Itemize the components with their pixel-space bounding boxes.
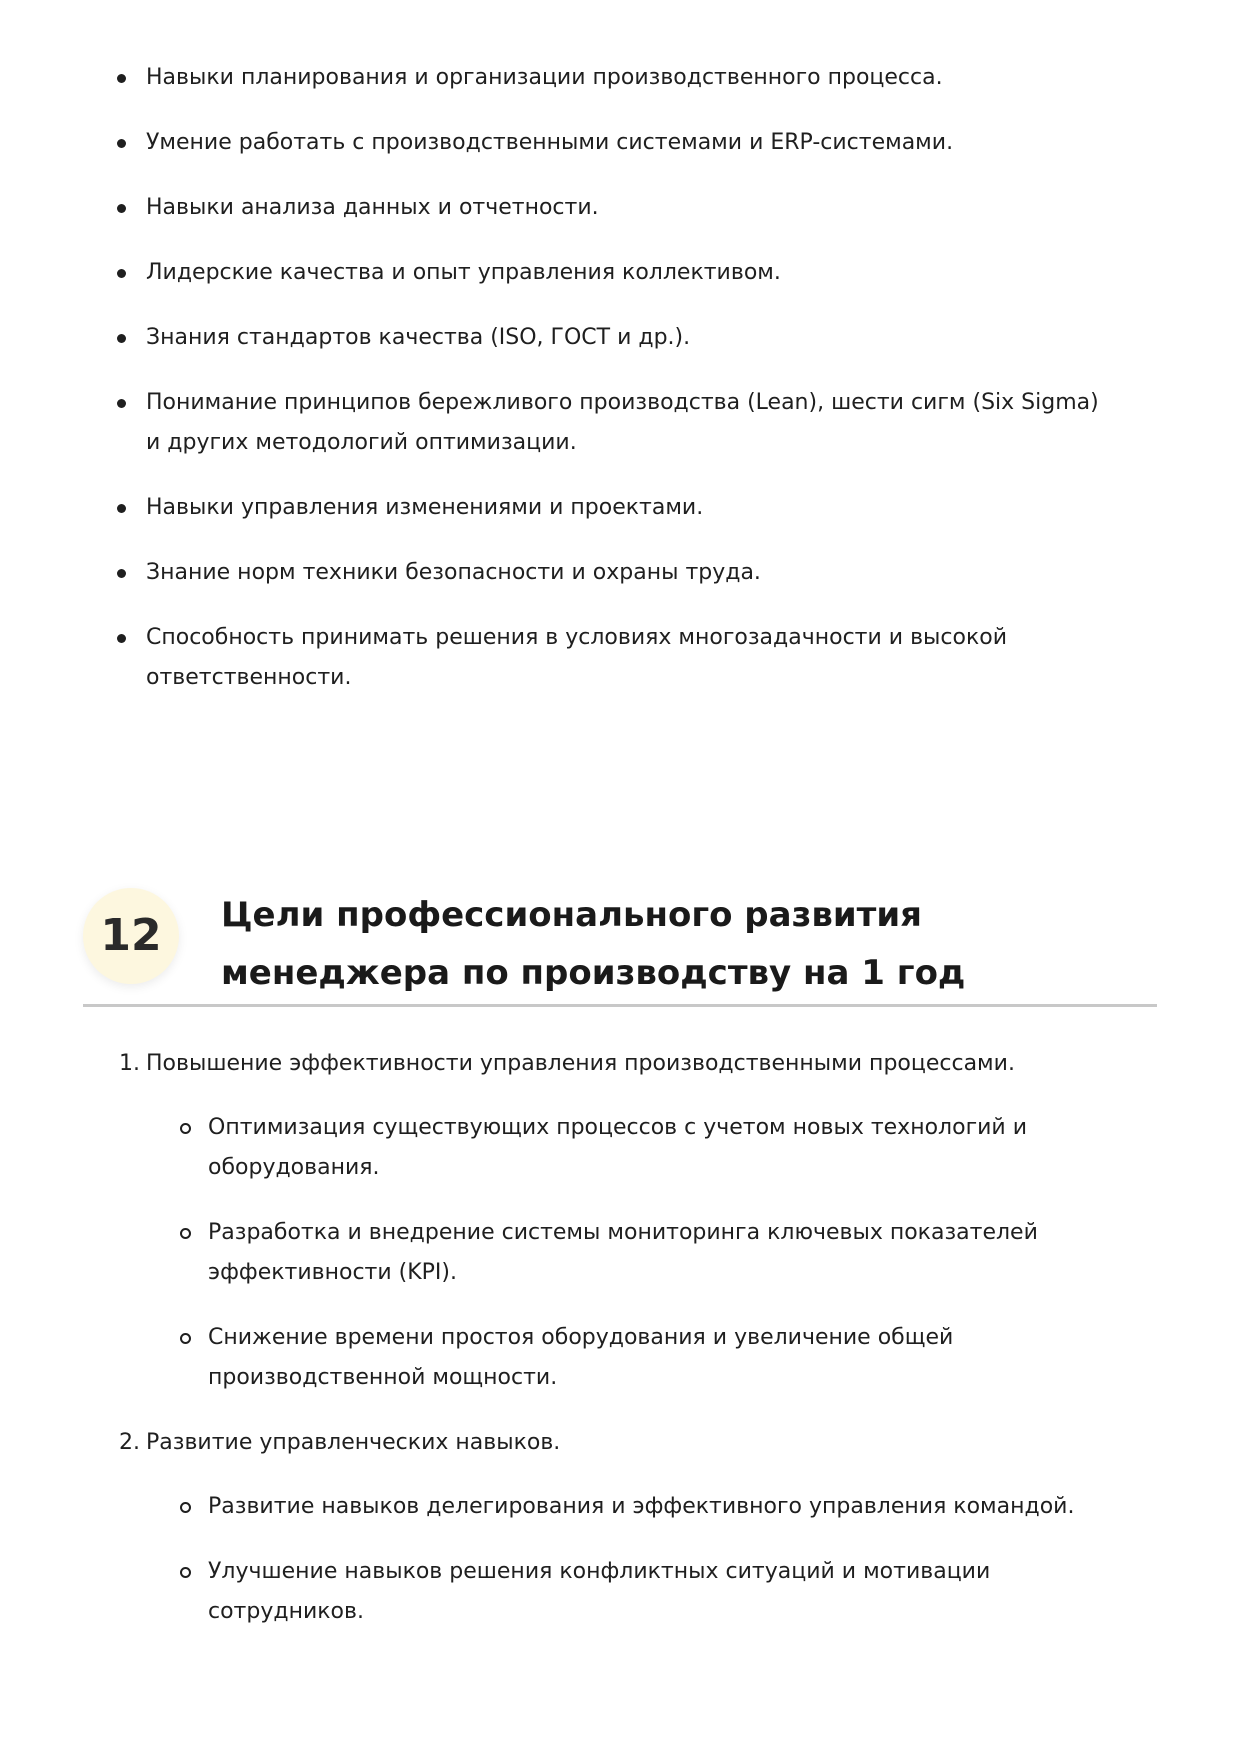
sub-list-item-text: Снижение времени простоя оборудования и увеличение общей производственной мощности.	[208, 1325, 954, 1390]
list-item	[0, 318, 1239, 358]
bullet-icon	[117, 504, 126, 513]
bullet-icon	[117, 139, 126, 148]
circle-bullet-icon	[180, 1502, 191, 1513]
goal-item	[0, 1044, 1239, 1398]
sub-list-item-text: Разработка и внедрение системы мониторинга ключевых показателей эффективности (KPI).	[208, 1220, 1038, 1285]
sub-list-item	[146, 1552, 1139, 1632]
bullet-icon	[117, 399, 126, 408]
sub-list-item	[146, 1318, 1139, 1398]
list-item	[0, 553, 1239, 593]
list-item	[0, 383, 1239, 463]
bullet-icon	[117, 74, 126, 83]
bullet-icon	[117, 334, 126, 343]
list-item-text: Знание норм техники безопасности и охраны труда.	[146, 560, 761, 585]
list-item	[0, 253, 1239, 293]
list-item-text: Понимание принципов бережливого производства (Lean), шести сигм (Six Sigma) и других методологий оптимизации.	[146, 390, 1099, 455]
list-item-text: Навыки планирования и организации производственного процесса.	[146, 65, 943, 90]
list-item	[0, 488, 1239, 528]
circle-bullet-icon	[180, 1123, 191, 1134]
goals-list	[0, 1044, 1239, 1657]
bullet-icon	[117, 269, 126, 278]
goal-sublist	[146, 1487, 1139, 1632]
list-item-text: Умение работать с производственными системами и ERP-системами.	[146, 130, 954, 155]
list-item	[0, 618, 1239, 698]
circle-bullet-icon	[180, 1228, 191, 1239]
circle-bullet-icon	[180, 1333, 191, 1344]
goal-item	[0, 1423, 1239, 1632]
goal-text: Развитие управленческих навыков.	[146, 1430, 561, 1455]
list-item-text: Способность принимать решения в условиях многозадачности и высокой ответственности.	[146, 625, 1008, 690]
goal-number: 1.	[119, 1051, 140, 1076]
bullet-icon	[117, 569, 126, 578]
section-header	[83, 868, 1157, 1007]
bullet-icon	[117, 204, 126, 213]
goal-text: Повышение эффективности управления производственными процессами.	[146, 1051, 1015, 1076]
sub-list-item-text: Улучшение навыков решения конфликтных ситуаций и мотивации сотрудников.	[208, 1559, 991, 1624]
section-number-badge: 12	[83, 888, 179, 984]
list-item	[0, 188, 1239, 228]
list-item-text: Навыки анализа данных и отчетности.	[146, 195, 599, 220]
list-item-text: Знания стандартов качества (ISO, ГОСТ и др.).	[146, 325, 691, 350]
sub-list-item-text: Развитие навыков делегирования и эффективного управления командой.	[208, 1494, 1075, 1519]
sub-list-item	[146, 1213, 1139, 1293]
list-item-text: Навыки управления изменениями и проектами.	[146, 495, 704, 520]
section-title: Цели профессионального развития менеджера по производству на 1 год	[221, 895, 966, 993]
sub-list-item	[146, 1487, 1139, 1527]
list-item	[0, 123, 1239, 163]
sub-list-item	[146, 1108, 1139, 1188]
sub-list-item-text: Оптимизация существующих процессов с учетом новых технологий и оборудования.	[208, 1115, 1028, 1180]
list-item-text: Лидерские качества и опыт управления коллективом.	[146, 260, 781, 285]
skills-list	[0, 58, 1239, 723]
circle-bullet-icon	[180, 1567, 191, 1578]
list-item	[0, 58, 1239, 98]
goal-number: 2.	[119, 1430, 140, 1455]
bullet-icon	[117, 634, 126, 643]
goal-sublist	[146, 1108, 1139, 1398]
